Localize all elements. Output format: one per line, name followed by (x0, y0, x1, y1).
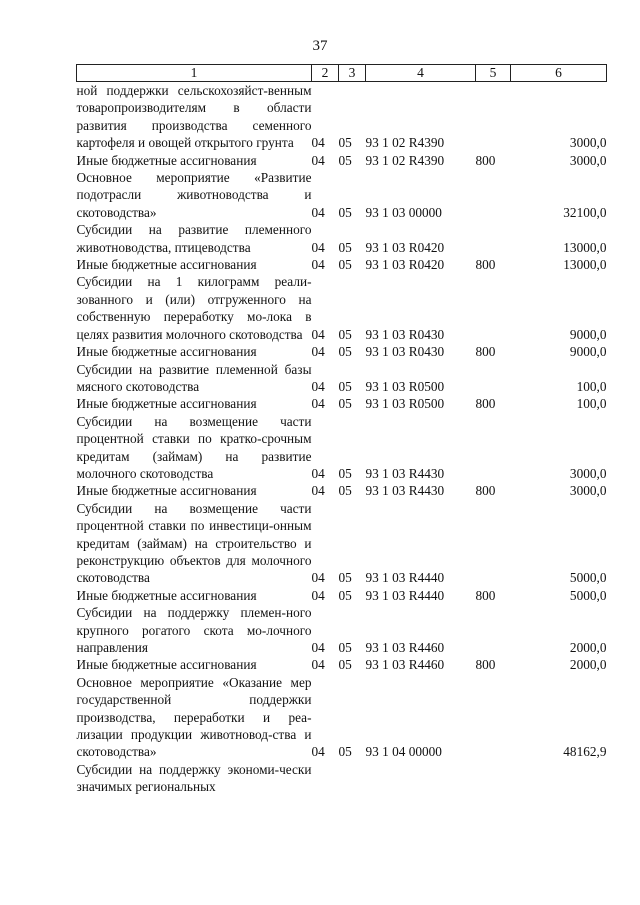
row-expense-type (476, 169, 511, 221)
page-number: 37 (312, 38, 328, 54)
row-name: Иные бюджетные ассигнования (76, 483, 257, 499)
row-section: 04 (311, 396, 325, 412)
row-target-code: 93 1 02 R4390 (365, 152, 445, 168)
row-amount: 3000,0 (569, 483, 607, 499)
row-expense-type: 800 (475, 396, 496, 412)
row-subsection: 05 (338, 239, 352, 255)
row-target-code: 93 1 03 R0430 (365, 326, 445, 342)
table-row (77, 482, 607, 499)
table-row (77, 169, 607, 221)
table-row (77, 587, 607, 604)
row-section: 04 (311, 152, 325, 168)
table-row (77, 656, 607, 673)
row-target-code: 93 1 03 R0420 (365, 239, 445, 255)
row-target-code: 93 1 03 R0430 (365, 344, 445, 360)
row-expense-type: 800 (475, 657, 496, 673)
row-amount: 13000,0 (563, 239, 607, 255)
row-name: Субсидии на поддержку экономи-чески значимых региональных (76, 761, 312, 795)
row-amount (511, 761, 607, 796)
row-expense-type: 800 (475, 257, 496, 273)
table-body (77, 82, 607, 796)
row-expense-type: 800 (475, 152, 496, 168)
table-row (77, 343, 607, 360)
row-subsection: 05 (338, 135, 352, 151)
row-subsection (339, 761, 366, 796)
row-target-code: 93 1 03 R4430 (365, 483, 445, 499)
table-row (77, 82, 607, 152)
row-amount: 100,0 (576, 378, 607, 394)
row-amount: 2000,0 (569, 657, 607, 673)
row-subsection: 05 (338, 587, 352, 603)
row-expense-type: 800 (475, 483, 496, 499)
header-col-2: 2 (312, 65, 339, 82)
header-col-5: 5 (476, 65, 511, 82)
row-amount: 3000,0 (569, 135, 607, 151)
table-row (77, 674, 607, 761)
row-name: Основное мероприятие «Оказание мер государственной поддержки производства, переработки и реа-лизации продукции животновод-ства и скотоводства» (76, 674, 312, 760)
table-row (77, 413, 607, 483)
header-col-6: 6 (511, 65, 607, 82)
row-subsection: 05 (338, 396, 352, 412)
row-name: Субсидии на развитие племенного животноводства, птицеводства (76, 222, 312, 255)
row-expense-type (476, 273, 511, 343)
header-col-1: 1 (77, 65, 312, 82)
row-target-code: 93 1 03 R0500 (365, 396, 445, 412)
row-subsection: 05 (338, 152, 352, 168)
row-amount: 5000,0 (569, 570, 607, 586)
row-expense-type (476, 761, 511, 796)
row-section: 04 (311, 657, 325, 673)
row-name: Субсидии на возмещение части процентной ставки по инвестици-онным кредитам (займам) на строительство и реконструкцию объектов для молочного скотоводства (76, 500, 312, 586)
row-name: Субсидии на возмещение части процентной ставки по кратко-срочным кредитам (займам) на развитие молочного скотоводства (76, 413, 312, 481)
row-target-code: 93 1 03 00000 (365, 204, 442, 220)
row-subsection: 05 (338, 326, 352, 342)
row-section (312, 761, 339, 796)
row-expense-type (476, 500, 511, 587)
row-subsection: 05 (338, 378, 352, 394)
row-expense-type (476, 413, 511, 483)
row-section: 04 (311, 239, 325, 255)
row-target-code: 93 1 02 R4390 (365, 135, 445, 151)
row-amount: 2000,0 (569, 640, 607, 655)
row-subsection: 05 (338, 570, 352, 586)
table-row (77, 152, 607, 169)
row-subsection: 05 (338, 465, 352, 481)
row-name: Субсидии на поддержку племен-ного крупного рогатого скота мо-лочного направления (76, 605, 312, 655)
table-row (77, 256, 607, 273)
table-row (77, 395, 607, 412)
row-subsection: 05 (338, 744, 352, 760)
row-amount: 100,0 (576, 396, 607, 412)
row-section: 04 (311, 344, 325, 360)
row-amount: 32100,0 (563, 204, 607, 220)
row-subsection: 05 (338, 257, 352, 273)
row-section: 04 (311, 204, 325, 220)
row-target-code: 93 1 03 R4430 (365, 465, 445, 481)
row-expense-type (476, 221, 511, 256)
table-row (77, 500, 607, 587)
row-section: 04 (311, 587, 325, 603)
table-row (77, 361, 607, 396)
row-amount: 3000,0 (569, 465, 607, 481)
row-section: 04 (311, 640, 325, 655)
row-name: Иные бюджетные ассигнования (76, 587, 257, 603)
row-expense-type (476, 82, 511, 152)
row-target-code: 93 1 03 R0500 (365, 378, 445, 394)
row-name: Субсидии на 1 килограмм реали-зованного и (или) отгруженного на собственную переработку мо-лока в целях развития молочного скотоводства (76, 274, 312, 342)
row-expense-type: 800 (475, 587, 496, 603)
row-section: 04 (311, 483, 325, 499)
row-expense-type (476, 361, 511, 396)
row-amount: 3000,0 (569, 152, 607, 168)
row-target-code: 93 1 03 R4460 (365, 657, 445, 673)
table-row (77, 761, 607, 796)
row-section: 04 (311, 378, 325, 394)
row-name: Субсидии на развитие племенной базы мясного скотоводства (76, 361, 312, 394)
row-name: Иные бюджетные ассигнования (76, 657, 257, 673)
row-expense-type (476, 674, 511, 761)
row-name: Иные бюджетные ассигнования (76, 344, 257, 360)
table-row (77, 604, 607, 656)
row-name: ной поддержки сельскохозяйст-венным товаропроизводителям в области развития производства семенного картофеля и овощей открытого грунта (76, 83, 312, 151)
table-header (77, 65, 607, 82)
row-subsection: 05 (338, 344, 352, 360)
row-target-code: 93 1 03 R0420 (365, 257, 445, 273)
row-amount: 9000,0 (569, 326, 607, 342)
row-subsection: 05 (338, 640, 352, 655)
row-amount: 9000,0 (569, 344, 607, 360)
row-section: 04 (311, 570, 325, 586)
row-subsection: 05 (338, 483, 352, 499)
row-name: Иные бюджетные ассигнования (76, 152, 257, 168)
row-name: Основное мероприятие «Развитие подотрасли животноводства и скотоводства» (76, 170, 312, 220)
table-row (77, 273, 607, 343)
row-target-code: 93 1 04 00000 (365, 744, 442, 760)
row-section: 04 (311, 135, 325, 151)
row-section: 04 (311, 326, 325, 342)
row-expense-type (476, 604, 511, 656)
row-expense-type: 800 (475, 344, 496, 360)
row-amount: 13000,0 (563, 257, 607, 273)
row-target-code: 93 1 03 R4440 (365, 570, 445, 586)
row-subsection: 05 (338, 204, 352, 220)
row-target-code (366, 761, 476, 796)
row-subsection: 05 (338, 657, 352, 673)
header-col-3: 3 (339, 65, 366, 82)
row-amount: 5000,0 (569, 587, 607, 603)
table-row (77, 221, 607, 256)
row-name: Иные бюджетные ассигнования (76, 257, 257, 273)
header-col-4: 4 (366, 65, 476, 82)
row-amount: 48162,9 (563, 744, 607, 760)
row-section: 04 (311, 257, 325, 273)
row-section: 04 (311, 465, 325, 481)
row-section: 04 (311, 744, 325, 760)
budget-table (76, 64, 607, 796)
row-target-code: 93 1 03 R4460 (365, 640, 445, 655)
row-name: Иные бюджетные ассигнования (76, 396, 257, 412)
row-target-code: 93 1 03 R4440 (365, 587, 445, 603)
